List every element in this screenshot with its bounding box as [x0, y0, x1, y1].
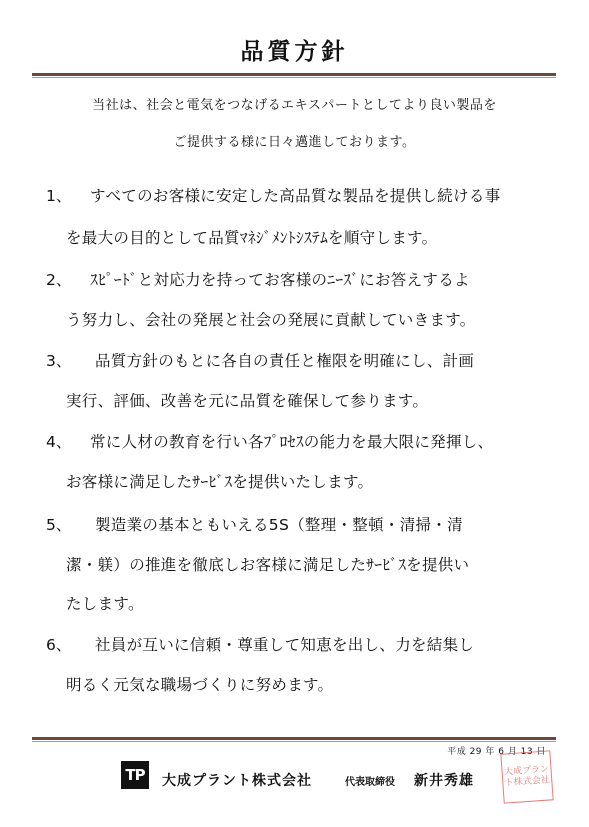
item-line: 明るく元気な職場づくりに努めます。: [66, 676, 334, 694]
item-line: お客様に満足したｻｰﾋﾞｽを提供いたします。: [66, 473, 374, 491]
item-line: 常に人材の教育を行い各ﾌﾟﾛｾｽの能力を最大限に発揮し、: [90, 433, 494, 451]
item-number: 3、: [46, 352, 72, 370]
item-line: う努力し、会社の発展と社会の発展に貢献していきます。: [66, 311, 476, 329]
item-line: ｽﾋﾟｰﾄﾞと対応力を持ってお客様のﾆｰｽﾞにお答えするよ: [90, 271, 470, 289]
item-number: 6、: [46, 636, 72, 654]
item-line: 実行、評価、改善を元に品質を確保して参ります。: [66, 392, 429, 410]
representative-name: 新井秀雄: [414, 773, 474, 789]
company-seal: 大成プラント株式会社: [500, 750, 553, 803]
company-name: 大成プラント株式会社: [162, 773, 312, 789]
item-number: 1、: [46, 187, 72, 205]
page-title: 品質方針: [240, 39, 349, 65]
item-number: 5、: [46, 516, 72, 534]
issue-date: 平成 29 年 6 月 13 日: [447, 747, 546, 757]
bottom-rule-thin: [32, 741, 556, 742]
top-rule-thin: [32, 77, 556, 78]
item-number: 2、: [46, 271, 72, 289]
item-line: を最大の目的として品質ﾏﾈｼﾞﾒﾝﾄｼｽﾃﾑを順守します。: [66, 229, 438, 247]
intro-line-1: 当社は、社会と電気をつなげるエキスパートとしてより良い製品を: [92, 98, 497, 113]
item-line: すべてのお客様に安定した高品質な製品を提供し続ける事: [90, 187, 501, 205]
item-line: 社員が互いに信頼・尊重して知恵を出し、力を結集し: [95, 636, 475, 654]
item-line: 潔・躾）の推進を徹底しお客様に満足したｻｰﾋﾞｽを提供い: [66, 556, 470, 574]
intro-line-2: ご提供する様に日々邁進しております。: [173, 135, 416, 150]
representative-title: 代表取締役: [345, 777, 395, 788]
company-logo: TP: [121, 761, 149, 789]
item-number: 4、: [46, 433, 72, 451]
bottom-rule: [32, 737, 556, 740]
item-line: たします。: [66, 595, 144, 613]
item-line: 製造業の基本ともいえる5S（整理・整頓・清掃・清: [95, 516, 463, 534]
top-rule: [32, 73, 556, 76]
item-line: 品質方針のもとに各自の責任と権限を明確にし、計画: [95, 352, 475, 370]
